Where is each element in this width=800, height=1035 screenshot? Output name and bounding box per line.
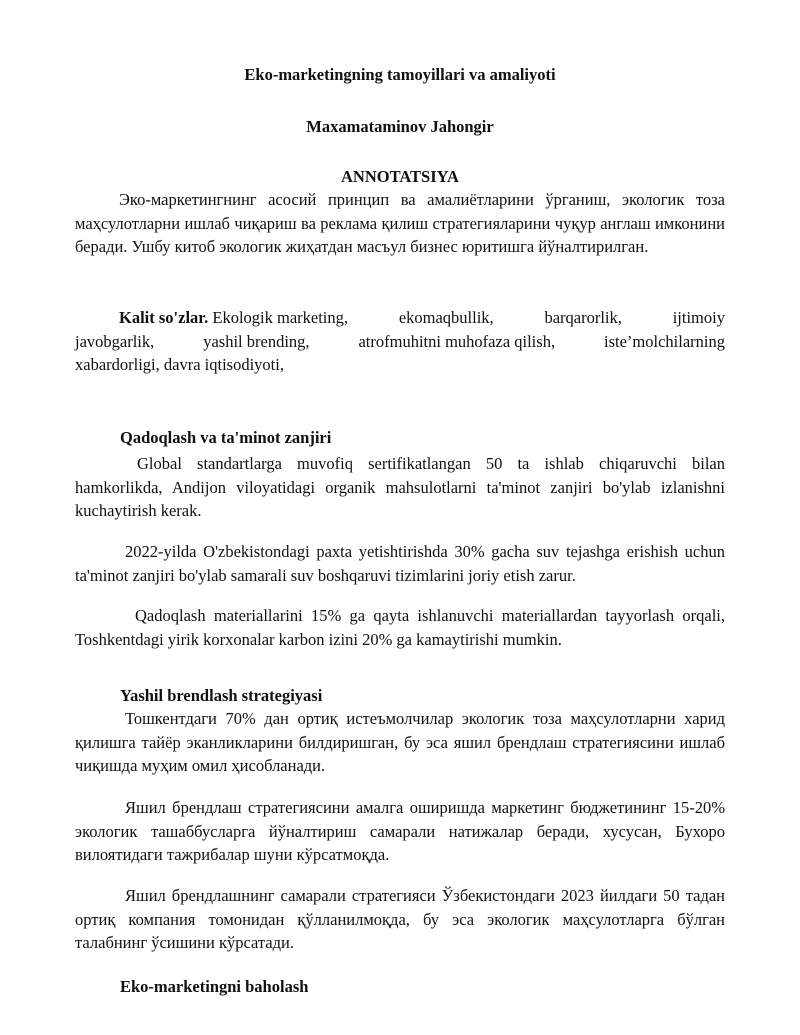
paragraph [75, 540, 725, 587]
keywords-row-1 [75, 306, 725, 330]
keyword: ijtimoiy [672, 308, 725, 327]
annotation-paragraph [75, 188, 725, 259]
paragraph [75, 796, 725, 867]
paragraph [75, 452, 725, 523]
keywords-row-2 [75, 330, 725, 354]
section-heading-packaging: Qadoqlash va ta'minot zanjiri [120, 428, 332, 447]
keyword: yashil brending, [203, 331, 310, 351]
keywords-row-3: xabardorligi, davra iqtisodiyoti, [75, 355, 284, 374]
keyword: Ekologik marketing, [212, 308, 349, 327]
keywords-label: Kalit so'zlar. [119, 308, 209, 327]
section-heading-green-branding: Yashil brendlash strategiyasi [120, 686, 323, 705]
keyword: atrofmuhitni muhofaza qilish, [358, 331, 556, 351]
annotation-text: Эко-маркетингнинг асосий принцип ва амалиётларини ўрганиш, экологик тоза маҳсулотларни ишлаб чиқариш ва реклама қилиш стратегияларини чуқур англаш имконини беради. Ушбу китоб экологик жиҳатдан масъул бизнес юритишга йўналтирилган. [75, 190, 725, 256]
keyword: iste’molchilarning [604, 331, 725, 351]
paragraph-text: 2022-yilda O'zbekistondagi paxta yetishtirishda 30% gacha suv tejashga erishish uchun ta'minot zanjiri bo'ylab samarali suv boshqaruvi tizimlarini joriy etish zarur. [75, 542, 725, 585]
annotation-heading: ANNOTATSIYA [341, 167, 459, 186]
paragraph-text: Яшил брендлаш стратегиясини амалга оширишда маркетинг бюджетининг 15-20% экологик ташаббусларга йўналтириш самарали натижалар беради, хусусан, Бухоро вилоятидаги тажрибалар шуни кўрсатмоқда. [75, 798, 725, 864]
paragraph [75, 884, 725, 955]
keyword: ekomaqbullik, [398, 308, 494, 327]
paragraph-text: Global standartlarga muvofiq sertifikatlangan 50 ta ishlab chiqaruvchi bilan hamkorlikda, Andijon viloyatidagi organik mahsulotlarni ta'minot zanjiri bo'ylab izlanishni kuchaytirish kerak. [75, 454, 725, 520]
paragraph [75, 707, 725, 778]
paragraph-text: Тошкентдаги 70% дан ортиқ истеъмолчилар экологик тоза маҳсулотларни харид қилишга тайёр эканликларини билдиришган, бу эса яшил брендлаш стратегиясини ишлаб чиқишда муҳим омил ҳисобланади. [75, 709, 725, 775]
keywords-block [75, 306, 725, 377]
paragraph [75, 604, 725, 651]
author-name: Maxamataminov Jahongir [306, 117, 494, 136]
section-heading-evaluation: Eko-marketingni baholash [120, 977, 309, 996]
paragraph-text: Яшил брендлашнинг самарали стратегияси Ўзбекистондаги 2023 йилдаги 50 тадан ортиқ компания томонидан қўлланилмоқда, бу эса экологик маҳсулотларга бўлган талабнинг ўсишини кўрсатади. [75, 886, 725, 952]
document-title: Eko-marketingning tamoyillari va amaliyoti [244, 65, 556, 84]
keyword: barqarorlik, [544, 308, 622, 327]
paragraph-text: Qadoqlash materiallarini 15% ga qayta ishlanuvchi materiallardan tayyorlash orqali, Toshkentdagi yirik korxonalar karbon izini 20% ga kamaytirishi mumkin. [75, 606, 725, 649]
keyword: javobgarlik, [75, 331, 155, 351]
